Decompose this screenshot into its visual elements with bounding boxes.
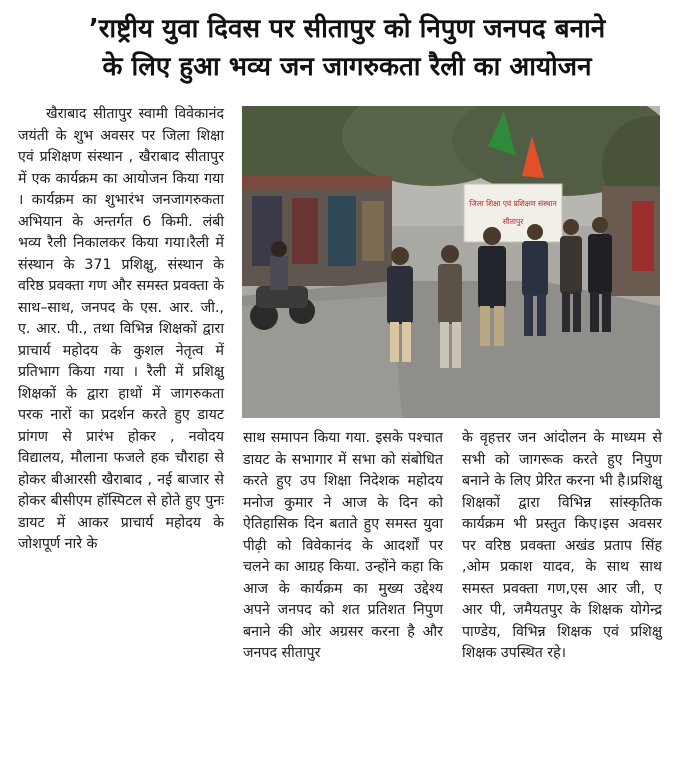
article-column-3: के वृहत्तर जन आंदोलन के माध्यम से सभी को जागरूक करते हुए निपुण बनाने के लिए प्रेरित करना भी है।प्रशिक्षु शिक्षकों द्वारा विभिन्न सांस्कृतिक कार्यक्रम भी प्रस्तुत किए।इस अवसर पर वरिष्ठ प्रवक्ता अखंड प्रताप सिंह ,ओम प्रकाश यादव, के साथ साथ समस्त प्रवक्ता गण,एस आर जी, ए आर पी, जमैयतपुर के शिक्षक योगेन्द्र पाण्डेय, विभिन्न शिक्षक एवं प्रशिक्षु शिक्षक उपस्थित रहे। <box>462 430 662 661</box>
article-column-1-text: खैराबाद सीतापुर स्वामी विवेकानंद जयंती के शुभ अवसर पर जिला शिक्षा एवं प्रशिक्षण संस्थान , खैराबाद सीतापुर में एक कार्यक्रम का आयोजन किया गया । कार्यक्रम का शुभारंभ जनजागरुकता अभियान के अन्तर्गत 6 किमी. लंबी भव्य रैली निकालकर किया गया।रैली में संस्थान के 371 प्रशिक्षु, संस्थान के वरिष्ठ प्रवक्ता गण और समस्त प्रवक्ता के साथ–साथ, जनपद के एस. आर. जी., ए. आर. पी., तथा विभिन्न शिक्षकों द्वारा प्राचार्य महोदय के कुशल नेतृत्व में प्रतिभाग किया गया । रैली में प्रशिक्षु शिक्षकों के द्वारा हाथों में जागरुकता परक नारों का प्रदर्शन करते हुए डायट प्रांगण से प्रारंभ होकर , नवोदय विद्यालय, मौलाना फजले हक चौराहा से होकर बीआरसी खैराबाद , नई बाजार से होकर बीसीएम हॉस्पिटल से होते हुए पुनः डायट में आकर प्राचार्य महोदय के जोशपूर्ण नारे के <box>18 106 224 552</box>
rally-photo <box>242 106 660 418</box>
headline-line-2: के लिए हुआ भव्य जन जागरुकता रैली का आयोजन <box>102 52 592 82</box>
headline-line-1: ’राष्ट्रीय युवा दिवस पर सीतापुर को निपुण जनपद बनाने <box>88 14 606 44</box>
article-column-1 <box>18 104 224 556</box>
banner-text: जिला शिक्षा एवं प्रशिक्षण संस्थान <box>469 199 557 208</box>
banner-text-2: सीतापुर <box>502 217 524 226</box>
article-column-2: साथ समापन किया गया. इसके पश्चात डायट के सभागार में सभा को संबोधित करते हुए उप शिक्षा निदेशक महोदय मनोज कुमार ने आज के दिन को ऐतिहासिक दिन बताते हुए समस्त युवा पीढ़ी को विवेकानंद के आदर्शों पर चलने का आग्रह किया. उन्होंने कहा कि आज के कार्यक्रम का मुख्य उद्देश्य अपने जनपद को शत प्रतिशत निपुण बनाने की ओर अग्रसर करना है और जनपद सीतापुर <box>243 430 443 661</box>
headline <box>0 0 694 100</box>
rally-photo-illustration <box>242 106 660 418</box>
